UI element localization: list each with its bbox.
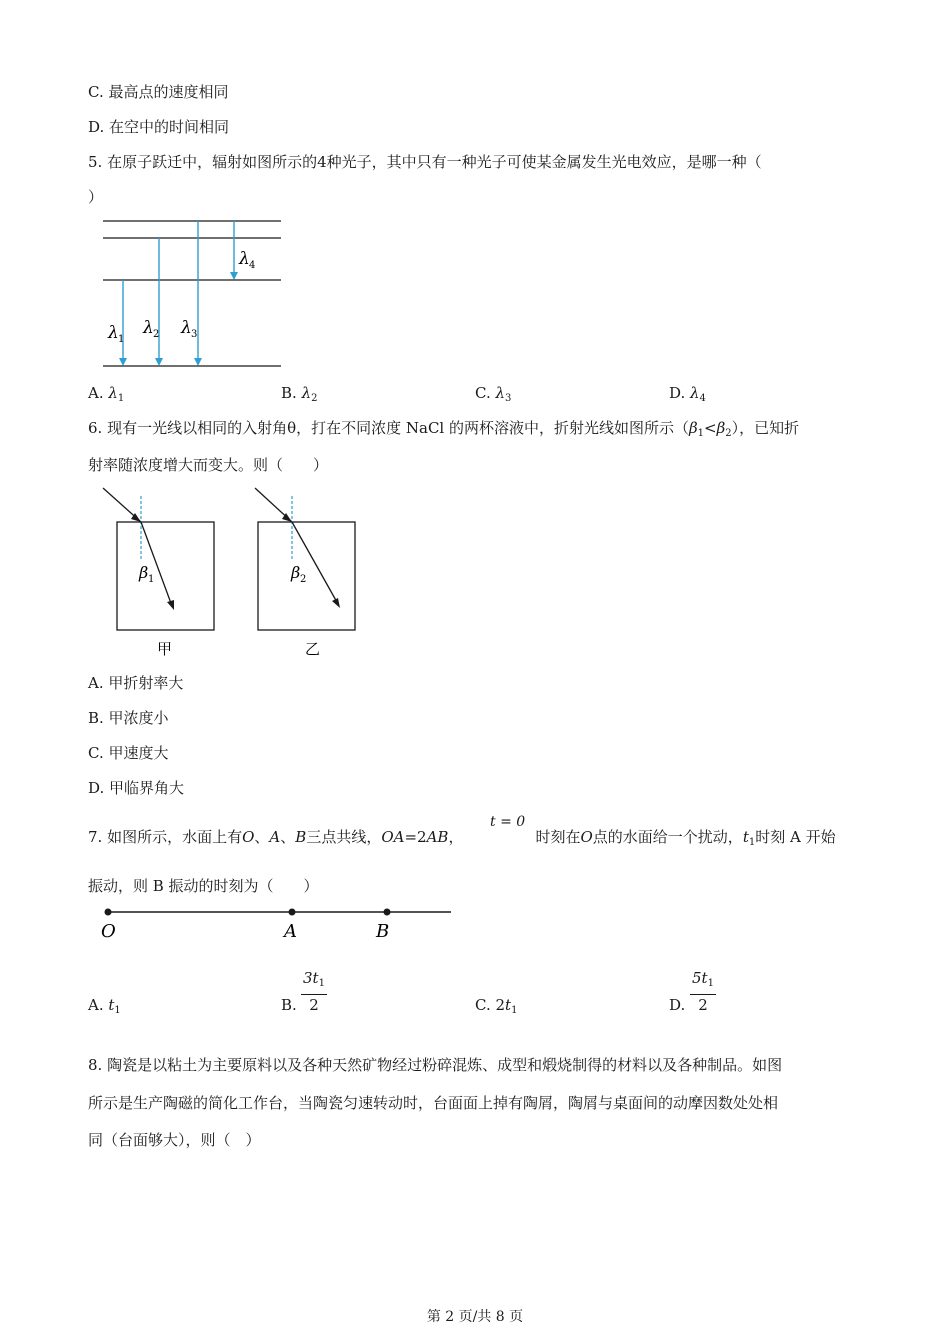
q7-option-b-fraction: $\frac{3t_1}{2}$ [303,969,325,1014]
wave-line-diagram [95,900,460,945]
q7-stem-line2: 振动，则 B 振动的时刻为（ ） [88,877,319,895]
label-lambda-3-sub: 3 [191,329,198,340]
label-lambda-3: λ [181,318,192,338]
q7-t-zero: t = 0 [490,814,526,830]
label-lambda-2: λ [143,318,154,338]
point-o [105,909,112,916]
beaker-yi [258,522,355,630]
q8-stem-line1: 8. 陶瓷是以粘土为主要原料以及各种天然矿物经过粉碎混炼、成型和煅烧制得的材料以及各种制品。如图 [88,1056,783,1074]
q7-option-d-fraction: $\frac{5t_1}{2}$ [692,969,714,1014]
q5-option-c: C. $\lambda_3$ [475,384,512,404]
q8-stem-line2: 所示是生产陶磁的简化工作台，当陶瓷匀速转动时，台面面上掉有陶屑，陶屑与桌面间的动摩因数处处相 [88,1094,779,1112]
q7-stem-line1: 7. 如图所示，水面上有O、A、B三点共线，OA=2AB， 时刻在O点的水面给一个扰动，$t_1$时刻 A 开始 [88,828,836,848]
q5-stem-line2: ） [88,188,104,206]
q7-option-d-label: D. [669,996,686,1014]
q7-option-c: C. $2t_1$ [475,996,518,1016]
q5-stem-line1: 5. 在原子跃迁中，辐射如图所示的4种光子，其中只有一种光子可使某金属发生光电效应，是哪一种（ [88,153,762,171]
q6-option-b: B. 甲浓度小 [88,709,169,727]
q4-option-c: C. 最高点的速度相同 [88,83,229,101]
q6-stem-line2: 射率随浓度增大而变大。则（ ） [88,456,329,474]
label-o: O [101,921,116,942]
label-b: B [376,921,390,942]
q6-option-a: A. 甲折射率大 [88,674,184,692]
label-beta-1: β [139,563,149,582]
q6-stem-line1: 6. 现有一光线以相同的入射角θ，打在不同浓度 NaCl 的两杯溶液中，折射光线如图所示$(\beta_1<\beta_2)$，已知折 [88,419,800,439]
q4-option-d: D. 在空中的时间相同 [88,118,230,136]
label-lambda-1: λ [108,323,119,343]
q8-stem-line3: 同（台面够大），则（ ） [88,1131,261,1149]
energy-level-diagram [95,212,290,372]
refraction-diagram [95,482,370,660]
beaker-jia [117,522,214,630]
q5-option-d: D. $\lambda_4$ [669,384,706,404]
label-lambda-1-sub: 1 [118,334,125,345]
label-a: A [284,921,297,942]
label-yi: 乙 [305,640,321,658]
page-footer: 第 2 页/共 8 页 [426,1309,524,1325]
label-lambda-4: λ [239,249,250,269]
q5-option-a: A. $\lambda_1$ [88,384,125,404]
label-jia: 甲 [157,640,173,658]
label-lambda-2-sub: 2 [153,329,160,340]
label-lambda-4-sub: 4 [249,260,256,271]
q7-option-b-label: B. [281,996,297,1014]
point-b [384,909,391,916]
label-beta-1-sub: 1 [148,574,155,585]
label-beta-2-sub: 2 [300,574,307,585]
label-beta-2: β [291,563,301,582]
point-a [289,909,296,916]
q7-option-a: A. $t_1$ [88,996,121,1016]
q5-option-b: B. $\lambda_2$ [281,384,318,404]
q6-option-d: D. 甲临界角大 [88,779,185,797]
q6-option-c: C. 甲速度大 [88,744,169,762]
